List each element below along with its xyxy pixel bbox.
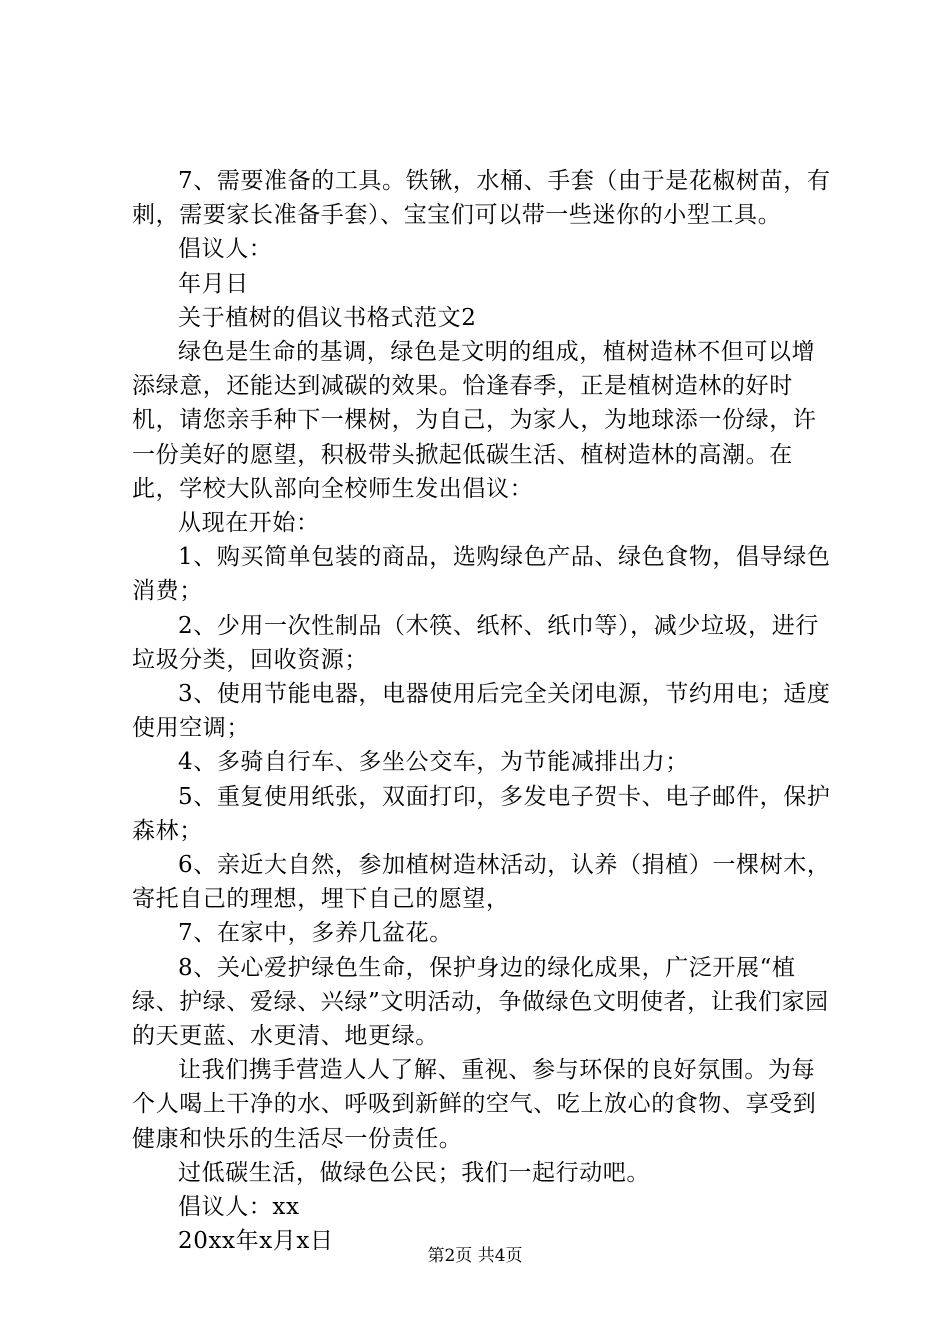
paragraph-date-2: 20xx年x月x日 xyxy=(178,1228,334,1255)
paragraph-start-now: 从现在开始： xyxy=(178,510,320,537)
section-heading: 关于植树的倡议书格式范文2 xyxy=(178,304,477,331)
list-item-2: 2、少用一次性制品（木筷、纸杯、纸巾等），减少垃圾，进行垃圾分类，回收资源； xyxy=(132,612,819,673)
list-item-6: 6、亲近大自然，参加植树造林活动，认养（捐植）一棵树木，寄托自己的理想，埋下自己的愿望， xyxy=(132,852,831,913)
paragraph-call-to-action: 让我们携手营造人人了解、重视、参与环保的良好氛围。为每个人喝上干净的水、呼吸到新鲜的空气、吃上放心的食物、享受到健康和快乐的生活尽一份责任。 xyxy=(132,1057,817,1152)
paragraph-slogan: 过低碳生活，做绿色公民；我们一起行动吧。 xyxy=(178,1159,650,1186)
list-item-5: 5、重复使用纸张，双面打印，多发电子贺卡、电子邮件，保护森林； xyxy=(132,783,831,844)
list-item-4: 4、多骑自行车、多坐公交车，为节能减排出力； xyxy=(178,749,689,776)
list-item-7: 7、在家中，多养几盆花。 xyxy=(178,920,453,947)
paragraph-proposer-1: 倡议人： xyxy=(178,236,273,263)
page-number-footer: 第2页 共4页 xyxy=(427,1246,523,1266)
list-item-8: 8、关心爱护绿色生命，保护身边的绿化成果，广泛开展“植绿、护绿、爱绿、兴绿”文明活动，争做绿色文明使者，让我们家园的天更蓝、水更清、地更绿。 xyxy=(132,954,829,1050)
paragraph-date-1: 年月日 xyxy=(178,270,249,297)
paragraph-proposer-2: 倡议人：xx xyxy=(178,1194,300,1221)
paragraph-intro: 绿色是生命的基调，绿色是文明的组成，植树造林不但可以增添绿意，还能达到减碳的效果。恰逢春季，正是植树造林的好时机，请您亲手种下一棵树，为自己，为家人，为地球添一份绿，许一份美好的愿望，积极带头掀起低碳生活、植树造林的高潮。在此，学校大队部向全校师生发出倡议： xyxy=(132,339,817,502)
paragraph-tools: 7、需要准备的工具。铁锹，水桶、手套（由于是花椒树苗，有刺，需要家长准备手套）、宝宝们可以带一些迷你的小型工具。 xyxy=(132,168,831,229)
document-body xyxy=(132,164,832,1259)
list-item-3: 3、使用节能电器，电器使用后完全关闭电源，节约用电；适度使用空调； xyxy=(132,681,831,742)
list-item-1: 1、购买简单包装的商品，选购绿色产品、绿色食物，倡导绿色消费； xyxy=(132,544,831,605)
